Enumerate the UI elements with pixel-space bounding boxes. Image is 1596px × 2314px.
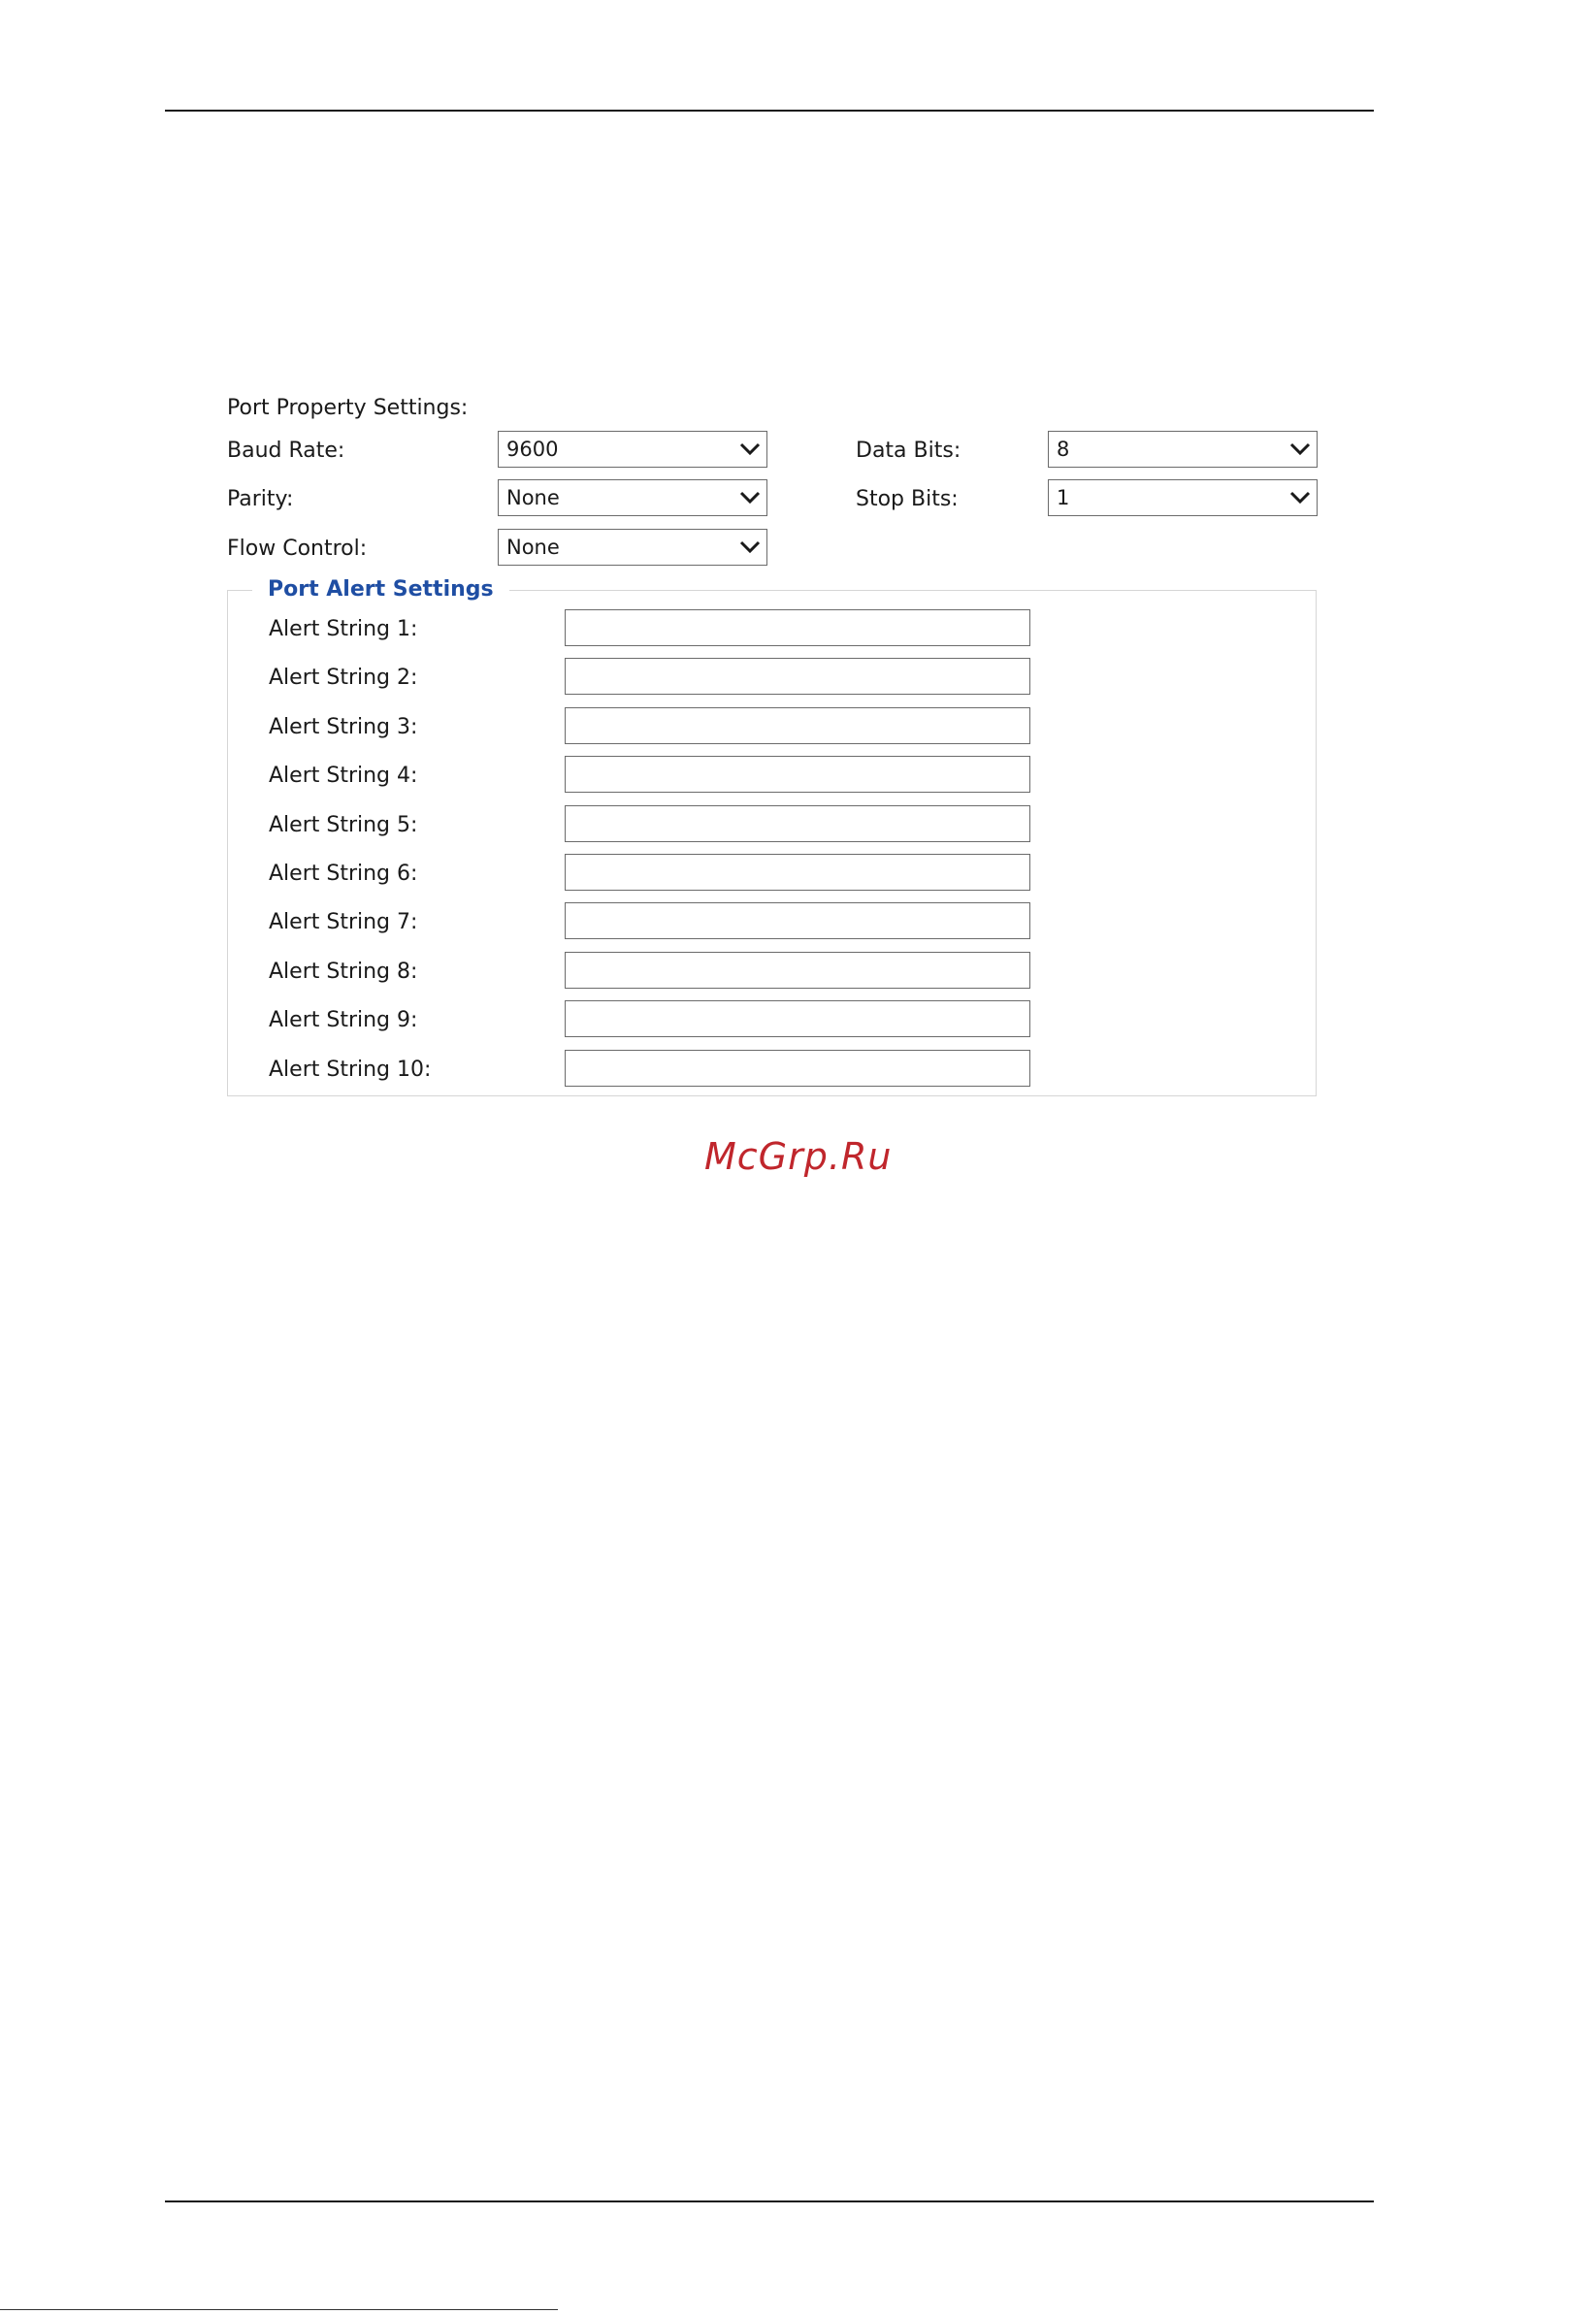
alert-string-2-input[interactable]: [565, 658, 1030, 695]
alert-string-label: Alert String 7:: [269, 910, 418, 934]
alert-string-label: Alert String 8:: [269, 960, 418, 984]
alert-string-label: Alert String 5:: [269, 813, 418, 837]
alert-string-4-input[interactable]: [565, 756, 1030, 793]
stop-bits-label: Stop Bits:: [856, 487, 959, 511]
data-bits-select[interactable]: [1048, 431, 1318, 468]
baud-rate-select[interactable]: [498, 431, 767, 468]
header-rule: [165, 110, 1374, 112]
flow-control-select[interactable]: [498, 529, 767, 566]
footer-rule: [165, 2200, 1374, 2202]
alert-string-8-input[interactable]: [565, 952, 1030, 989]
alert-string-label: Alert String 6:: [269, 862, 418, 886]
alert-string-1-input[interactable]: [565, 609, 1030, 646]
parity-select[interactable]: [498, 479, 767, 516]
baud-rate-label: Baud Rate:: [227, 439, 345, 463]
flow-control-value: None: [506, 536, 560, 559]
alert-string-10-input[interactable]: [565, 1050, 1030, 1087]
port-alert-legend: Port Alert Settings: [252, 576, 509, 603]
alert-string-label: Alert String 3:: [269, 715, 418, 739]
flow-control-label: Flow Control:: [227, 537, 368, 561]
parity-value: None: [506, 486, 560, 509]
alert-string-label: Alert String 9:: [269, 1008, 418, 1032]
chevron-down-icon: [737, 437, 763, 462]
data-bits-label: Data Bits:: [856, 439, 961, 463]
port-property-heading: Port Property Settings:: [227, 396, 469, 420]
alert-string-label: Alert String 1:: [269, 617, 418, 641]
watermark-text: McGrp.Ru: [704, 1135, 893, 1178]
chevron-down-icon: [1287, 485, 1313, 510]
stop-bits-value: 1: [1057, 486, 1070, 509]
stop-bits-select[interactable]: [1048, 479, 1318, 516]
alert-string-9-input[interactable]: [565, 1000, 1030, 1037]
alert-string-label: Alert String 4:: [269, 764, 418, 788]
alert-string-label: Alert String 2:: [269, 666, 418, 690]
baud-rate-value: 9600: [506, 438, 559, 461]
alert-string-6-input[interactable]: [565, 854, 1030, 891]
alert-string-7-input[interactable]: [565, 902, 1030, 939]
alert-string-3-input[interactable]: [565, 707, 1030, 744]
page-edge-rule: [0, 2309, 558, 2310]
data-bits-value: 8: [1057, 438, 1070, 461]
chevron-down-icon: [737, 485, 763, 510]
chevron-down-icon: [737, 535, 763, 560]
alert-string-label: Alert String 10:: [269, 1058, 432, 1082]
chevron-down-icon: [1287, 437, 1313, 462]
parity-label: Parity:: [227, 487, 294, 511]
alert-string-5-input[interactable]: [565, 805, 1030, 842]
